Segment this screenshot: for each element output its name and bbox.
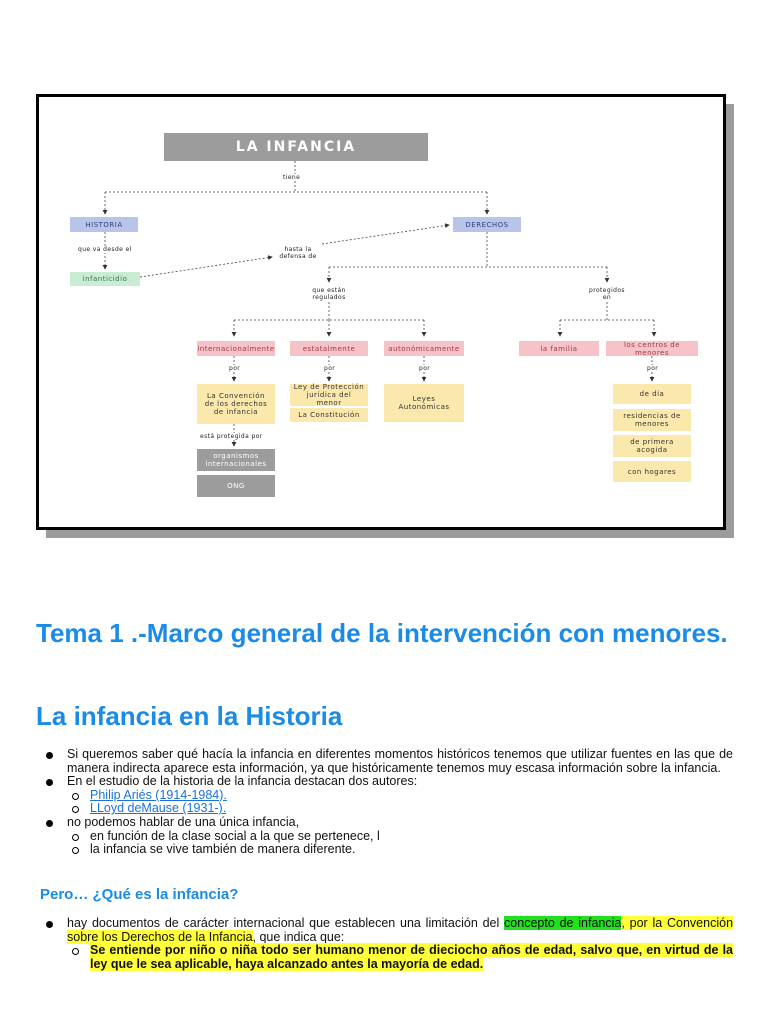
node-historia: HISTORIA	[70, 217, 138, 232]
node-leyes-autonomicas-line2: Autonómicas	[398, 403, 450, 411]
link-hasta-la: hasta la	[284, 246, 312, 253]
node-centros-de-menores: los centros de menores	[606, 341, 698, 356]
link-que-estan: que están	[312, 287, 346, 294]
link-por-1: por	[229, 365, 241, 372]
node-estatalmente: estatalmente	[290, 341, 368, 356]
node-organismos-line1: organismos	[213, 452, 259, 460]
link-por-4: por	[647, 365, 659, 372]
node-con-hogares: con hogares	[613, 461, 691, 482]
node-convencion-line2: de los derechos	[204, 400, 268, 408]
node-ley-proteccion	[290, 384, 368, 406]
node-primera-acogida-line1: de primera	[630, 438, 674, 446]
section-heading-historia: La infancia en la Historia	[36, 701, 343, 731]
sub-bullet-definicion	[67, 944, 733, 971]
link-lloyd-demause[interactable]: LLoyd deMause (1931-).	[90, 801, 227, 816]
bullet-unica-infancia: no podemos hablar de una única infancia,	[67, 816, 733, 830]
link-protegidos: protegidos	[589, 287, 625, 294]
highlight-convencion: Convención sobre los Derechos de la Infancia	[67, 916, 734, 944]
node-leyes-autonomicas	[384, 384, 464, 422]
link-esta-protegida-por: está protegida por	[200, 433, 263, 440]
highlight-concepto-infancia: concepto de infancia	[504, 916, 622, 930]
node-infanticidio: infanticidio	[70, 272, 140, 286]
link-defensa-de: defensa de	[279, 253, 317, 260]
node-derechos: DERECHOS	[453, 217, 521, 232]
link-philip-aries[interactable]: Philip Ariés (1914-1984).	[90, 787, 227, 802]
node-organismos-internacionales	[197, 449, 275, 471]
bullet-list-definicion	[67, 917, 733, 971]
link-protegidos-en	[584, 287, 630, 301]
sub-bullet-clase-social: en función de la clase social a la que se pertenece, l	[67, 830, 733, 844]
node-la-familia: la familia	[519, 341, 599, 356]
sub-bullet-aries	[67, 789, 733, 803]
node-leyes-autonomicas-line1: Leyes	[412, 395, 436, 403]
node-ley-proteccion-line2: jurídica del menor	[306, 391, 352, 407]
node-ong: ONG	[197, 475, 275, 497]
node-convencion-line1: La Convención	[207, 392, 265, 400]
node-autonomicamente: autonómicamente	[384, 341, 464, 356]
bullet-autores: En el estudio de la historia de la infancia destacan dos autores:	[67, 775, 733, 789]
node-constitucion: La Constitución	[290, 408, 368, 422]
node-residencias-line2: menores	[634, 420, 670, 428]
link-en: en	[602, 294, 612, 301]
node-residencias-line1: residencias de	[623, 412, 681, 420]
link-regulados: regulados	[312, 294, 346, 301]
highlight-definicion-nino: Se entiende por niño o niña todo ser humano menor de dieciocho años de edad, salvo que, en virtud de la ley que le sea aplicable, haya alcanzado antes la mayoría de edad.	[90, 943, 733, 971]
link-hasta-la-defensa	[276, 246, 320, 260]
node-de-dia: de día	[613, 384, 691, 404]
bullet-fuentes: Si queremos saber qué hacía la infancia en diferentes momentos históricos tenemos que utilizar fuentes en las que de manera indirecta aparece esta información, ya que históricamente tenemos muy escasa información sobre la infancia.	[67, 747, 733, 775]
node-residencias	[613, 409, 691, 431]
node-organismos-line2: internacionales	[205, 460, 267, 468]
bullet-list-historia	[67, 748, 733, 857]
section-heading-pero: Pero… ¿Qué es la infancia?	[40, 886, 239, 903]
bullet-documentos-text: hay documentos de carácter internacional que establecen una limitación del	[67, 916, 505, 930]
bullet-documentos	[67, 917, 733, 944]
sub-bullet-manera-diferente: la infancia se vive también de manera diferente.	[67, 843, 733, 857]
link-por-3: por	[419, 365, 431, 372]
node-internacionalmente: internacionalmente	[197, 341, 275, 356]
link-por-2: por	[324, 365, 336, 372]
node-convencion	[197, 384, 275, 424]
bullet-documentos-end: , que indica que:	[252, 929, 345, 944]
page-title: Tema 1 .-Marco general de la intervención con menores.	[36, 618, 728, 648]
node-ley-proteccion-line1: Ley de Protección	[293, 383, 365, 391]
node-primera-acogida-line2: acogida	[636, 446, 668, 454]
highlight-por-la: , por la	[621, 916, 667, 930]
link-que-estan-regulados	[306, 287, 352, 301]
link-tiene: tiene	[283, 174, 301, 181]
link-que-va-desde-el: que va desde el	[78, 246, 132, 253]
map-title: LA INFANCIA	[164, 133, 428, 161]
node-primera-acogida	[613, 435, 691, 457]
node-convencion-line3: de infancia	[213, 408, 259, 416]
sub-bullet-demause	[67, 802, 733, 816]
